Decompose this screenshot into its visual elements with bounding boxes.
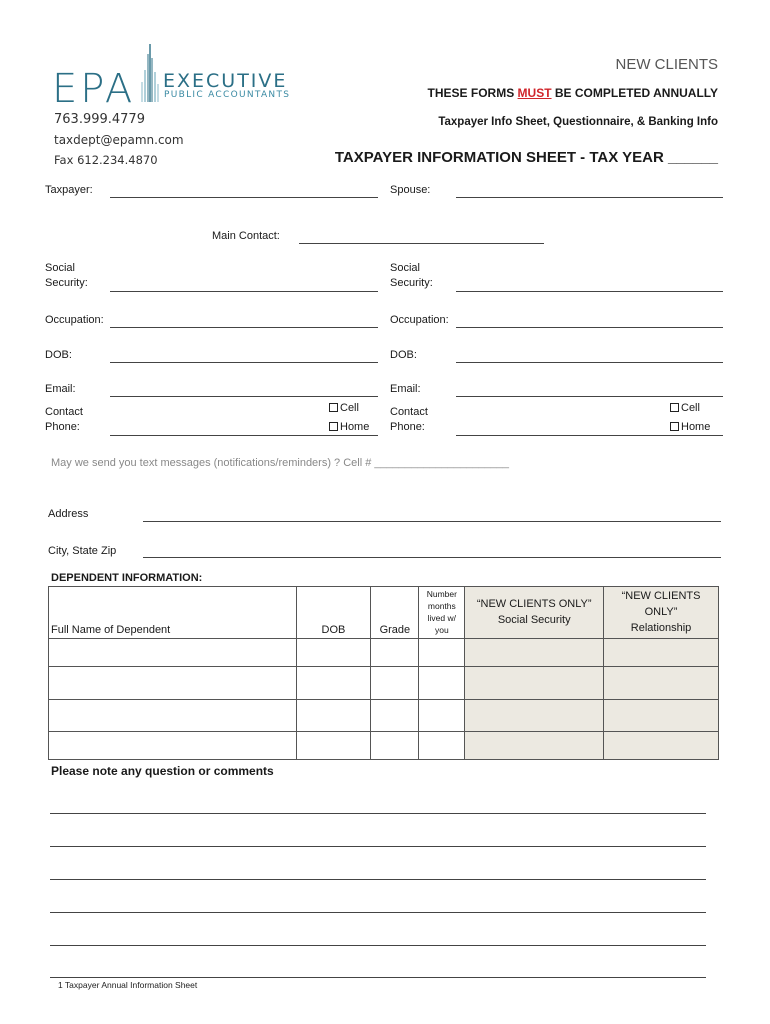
info-line: Taxpayer Info Sheet, Questionnaire, & Banking Info [438,116,718,128]
comment-line[interactable] [50,879,706,880]
address-field[interactable] [143,521,721,522]
taxpayer-phone-field[interactable] [110,435,378,436]
dependent-dob-cell[interactable] [296,700,371,732]
rel-col-line2: Relationship [630,621,692,634]
comment-line[interactable] [50,977,706,978]
text-message-question: May we send you text messages (notifications/reminders) ? Cell # ______________________ [51,457,510,469]
taxpayer-home-checkbox[interactable] [329,421,369,434]
spouse-dob-label: DOB: [390,349,417,361]
ssn-label-line2: Security: [390,277,433,289]
spouse-occupation-field[interactable] [456,327,723,328]
taxpayer-phone-label [45,405,83,435]
dependent-relationship-cell[interactable] [604,667,719,700]
taxpayer-label: Taxpayer: [45,184,93,196]
dependent-name-cell[interactable] [49,639,297,667]
logo-executive: EXECUTIVE [163,70,288,92]
taxpayer-field[interactable] [110,197,378,198]
col-full-name: Full Name of Dependent [49,587,297,639]
months-line3: lived w/ [427,612,456,623]
dependent-ssn-cell[interactable] [465,667,604,700]
page-title: TAXPAYER INFORMATION SHEET - TAX YEAR ______ [334,149,718,166]
dependent-dob-cell[interactable] [296,732,371,760]
dependent-months-cell[interactable] [419,732,465,760]
comment-line[interactable] [50,846,706,847]
home-label: Home [340,421,370,433]
logo-epa: EPA [52,66,136,112]
forms-notice-pre: THESE FORMS [427,86,518,100]
comment-line[interactable] [50,912,706,913]
phone-label-line1: Contact [390,406,428,418]
phone-label-line2: Phone: [45,421,80,433]
ssn-label-line1: Social [390,262,420,274]
table-row [49,667,719,700]
months-line2: months [427,600,456,611]
fax-number: Fax 612.234.4870 [54,153,158,167]
taxpayer-ssn-field[interactable] [110,291,378,292]
dependent-dob-cell[interactable] [296,639,371,667]
col-grade: Grade [371,587,419,639]
new-clients-label: NEW CLIENTS [615,56,718,73]
ssn-col-line1: “NEW CLIENTS ONLY” [476,597,592,610]
dependent-months-cell[interactable] [419,639,465,667]
table-row [49,732,719,760]
taxpayer-cell-checkbox[interactable] [329,402,359,415]
dependent-grade-cell[interactable] [371,667,419,700]
spouse-email-field[interactable] [456,396,723,397]
col-dob: DOB [296,587,371,639]
taxpayer-email-field[interactable] [110,396,378,397]
address-label: Address [48,508,89,520]
ssn-label-line2: Security: [45,277,88,289]
dependent-relationship-cell[interactable] [604,639,719,667]
rel-col-line1: “NEW CLIENTS ONLY” [621,589,701,618]
page-footer: 1 Taxpayer Annual Information Sheet [58,980,198,990]
ssn-label-line1: Social [45,262,75,274]
comments-label: Please note any question or comments [51,764,274,778]
comment-line[interactable] [50,813,706,814]
phone-label-line1: Contact [45,406,83,418]
logo-public-accountants: PUBLIC ACCOUNTANTS [164,90,291,100]
spouse-label: Spouse: [390,184,431,196]
dependent-grade-cell[interactable] [371,700,419,732]
email-address: taxdept@epamn.com [54,133,184,147]
cell-label: Cell [340,402,359,414]
checkbox-icon [329,422,338,431]
ssn-col-line2: Social Security [497,613,571,626]
spouse-phone-label [390,405,428,435]
forms-must: MUST [517,86,552,100]
spouse-field[interactable] [456,197,723,198]
taxpayer-ssn-label [45,261,88,291]
dependent-relationship-cell[interactable] [604,732,719,760]
table-row [49,639,719,667]
months-line4: you [434,624,449,635]
dependent-dob-cell[interactable] [296,667,371,700]
main-contact-field[interactable] [299,243,544,244]
spouse-cell-checkbox[interactable] [670,402,700,415]
dependent-name-cell[interactable] [49,667,297,700]
dependent-grade-cell[interactable] [371,639,419,667]
dependent-months-cell[interactable] [419,700,465,732]
dependent-table [48,586,719,760]
spouse-ssn-field[interactable] [456,291,723,292]
taxpayer-dob-field[interactable] [110,362,378,363]
logo-mark-icon [138,42,162,104]
forms-notice-post: BE COMPLETED ANNUALLY [551,86,718,100]
spouse-phone-field[interactable] [456,435,723,436]
city-state-zip-label: City, State Zip [48,545,117,557]
dependent-name-cell[interactable] [49,732,297,760]
spouse-home-checkbox[interactable] [670,421,710,434]
spouse-occupation-label: Occupation: [390,314,449,326]
dependent-heading: DEPENDENT INFORMATION: [51,572,203,584]
home-label: Home [681,421,711,433]
checkbox-icon [670,422,679,431]
dependent-grade-cell[interactable] [371,732,419,760]
spouse-email-label: Email: [390,383,421,395]
city-state-zip-field[interactable] [143,557,721,558]
taxpayer-dob-label: DOB: [45,349,72,361]
col-social-security [465,587,604,639]
dependent-ssn-cell[interactable] [465,639,604,667]
months-line1: Number [426,588,457,599]
spouse-ssn-label [390,261,433,291]
checkbox-icon [329,403,338,412]
phone-label-line2: Phone: [390,421,425,433]
dependent-name-cell[interactable] [49,700,297,732]
table-row [49,700,719,732]
phone-number: 763.999.4779 [54,112,145,127]
spouse-dob-field[interactable] [456,362,723,363]
comment-line[interactable] [50,945,706,946]
col-relationship [604,587,719,639]
checkbox-icon [670,403,679,412]
taxpayer-occupation-label: Occupation: [45,314,104,326]
cell-label: Cell [681,402,700,414]
table-header-row [49,587,719,639]
taxpayer-email-label: Email: [45,383,76,395]
col-months-lived [419,587,465,639]
taxpayer-occupation-field[interactable] [110,327,378,328]
dependent-ssn-cell[interactable] [465,700,604,732]
dependent-ssn-cell[interactable] [465,732,604,760]
dependent-months-cell[interactable] [419,667,465,700]
main-contact-label: Main Contact: [212,230,280,242]
forms-notice [428,86,718,100]
dependent-relationship-cell[interactable] [604,700,719,732]
